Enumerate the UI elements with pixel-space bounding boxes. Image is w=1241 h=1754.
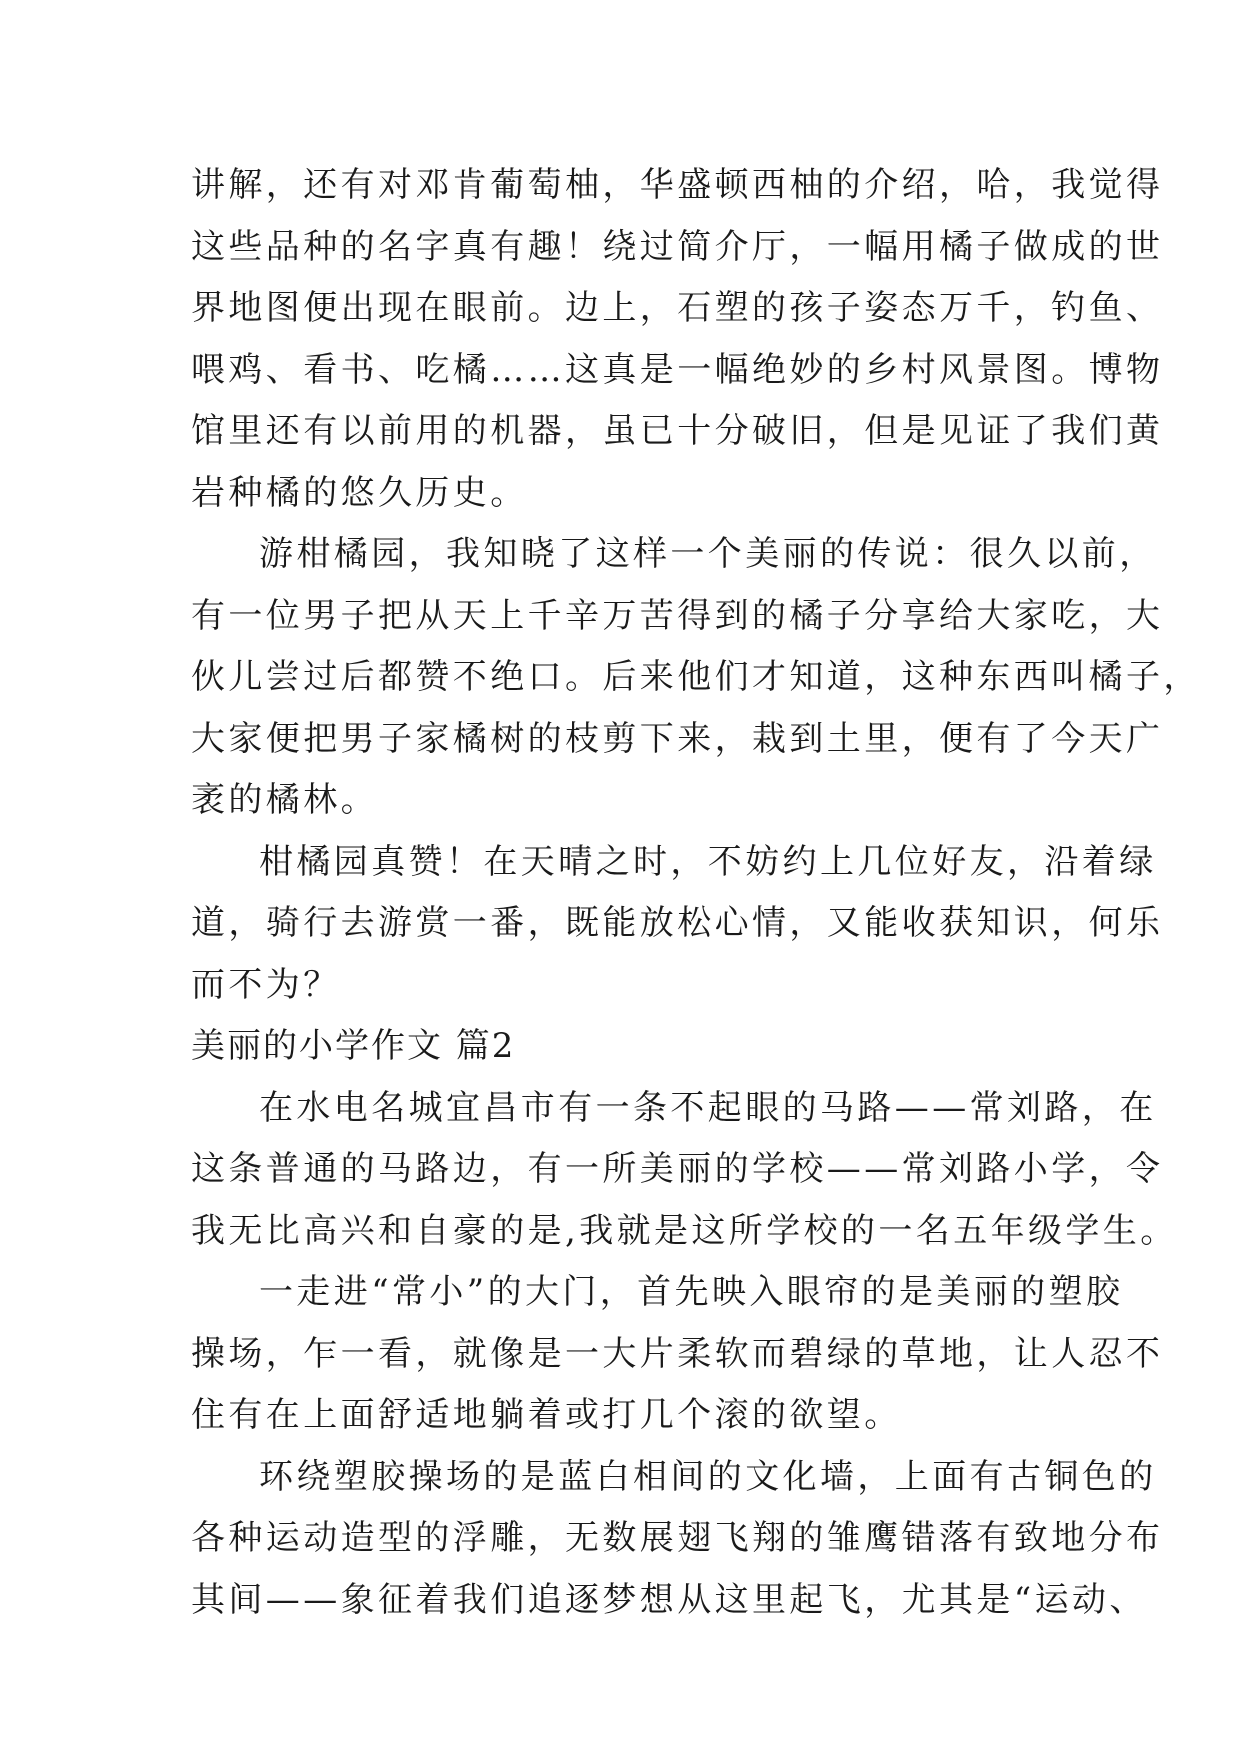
text-line: 这些品种的名字真有趣！绕过简介厅，一幅用橘子做成的世 [191,226,1164,267]
text-line: 界地图便出现在眼前。边上，石塑的孩子姿态万千，钓鱼、 [191,288,1164,328]
text-line: 游柑橘园，我知晓了这样一个美丽的传说：很久以前， [259,534,1157,574]
text-line: 环绕塑胶操场的是蓝白相间的文化墙，上面有古铜色的 [259,1456,1157,1497]
document-body [191,155,1201,1631]
text-line: 馆里还有以前用的机器，虽已十分破旧，但是见证了我们黄 [191,411,1164,451]
text-line: 喂鸡、看书、吃橘……这真是一幅绝妙的乡村风景图。博物 [191,349,1164,390]
text-line: 有一位男子把从天上千辛万苦得到的橘子分享给大家吃，大 [191,595,1164,636]
text-line: 岩种橘的悠久历史。 [191,472,528,513]
text-line: 我无比高兴和自豪的是,我就是这所学校的一名五年级学生。 [191,1210,1178,1251]
text-line: 操场，乍一看，就像是一大片柔软而碧绿的草地，让人忍不 [191,1333,1164,1374]
text-line: 道，骑行去游赏一番，既能放松心情，又能收获知识，何乐 [191,903,1164,943]
text-line: 住有在上面舒适地躺着或打几个滚的欲望。 [191,1395,902,1435]
text-line: 其间——象征着我们追逐梦想从这里起飞，尤其是“运动、 [191,1579,1147,1620]
text-line: 一走进“常小”的大门，首先映入眼帘的是美丽的塑胶 [259,1272,1124,1312]
text-line: 在水电名城宜昌市有一条不起眼的马路——常刘路，在 [259,1087,1157,1128]
text-line: 而不为？ [191,964,341,1005]
section-heading: 美丽的小学作文 篇2 [191,1026,516,1066]
text-line: 大家便把男子家橘树的枝剪下来，栽到土里，便有了今天广 [191,718,1164,759]
text-line: 伙儿尝过后都赞不绝口。后来他们才知道，这种东西叫橘子， [191,657,1201,697]
text-line: 讲解，还有对邓肯葡萄柚，华盛顿西柚的介绍，哈，我觉得 [191,165,1164,205]
text-line: 柑橘园真赞！在天晴之时，不妨约上几位好友，沿着绿 [259,841,1157,882]
text-line: 袤的橘林。 [191,780,378,820]
text-line: 这条普通的马路边，有一所美丽的学校——常刘路小学，令 [191,1149,1164,1189]
text-line: 各种运动造型的浮雕，无数展翅飞翔的雏鹰错落有致地分布 [191,1518,1164,1558]
